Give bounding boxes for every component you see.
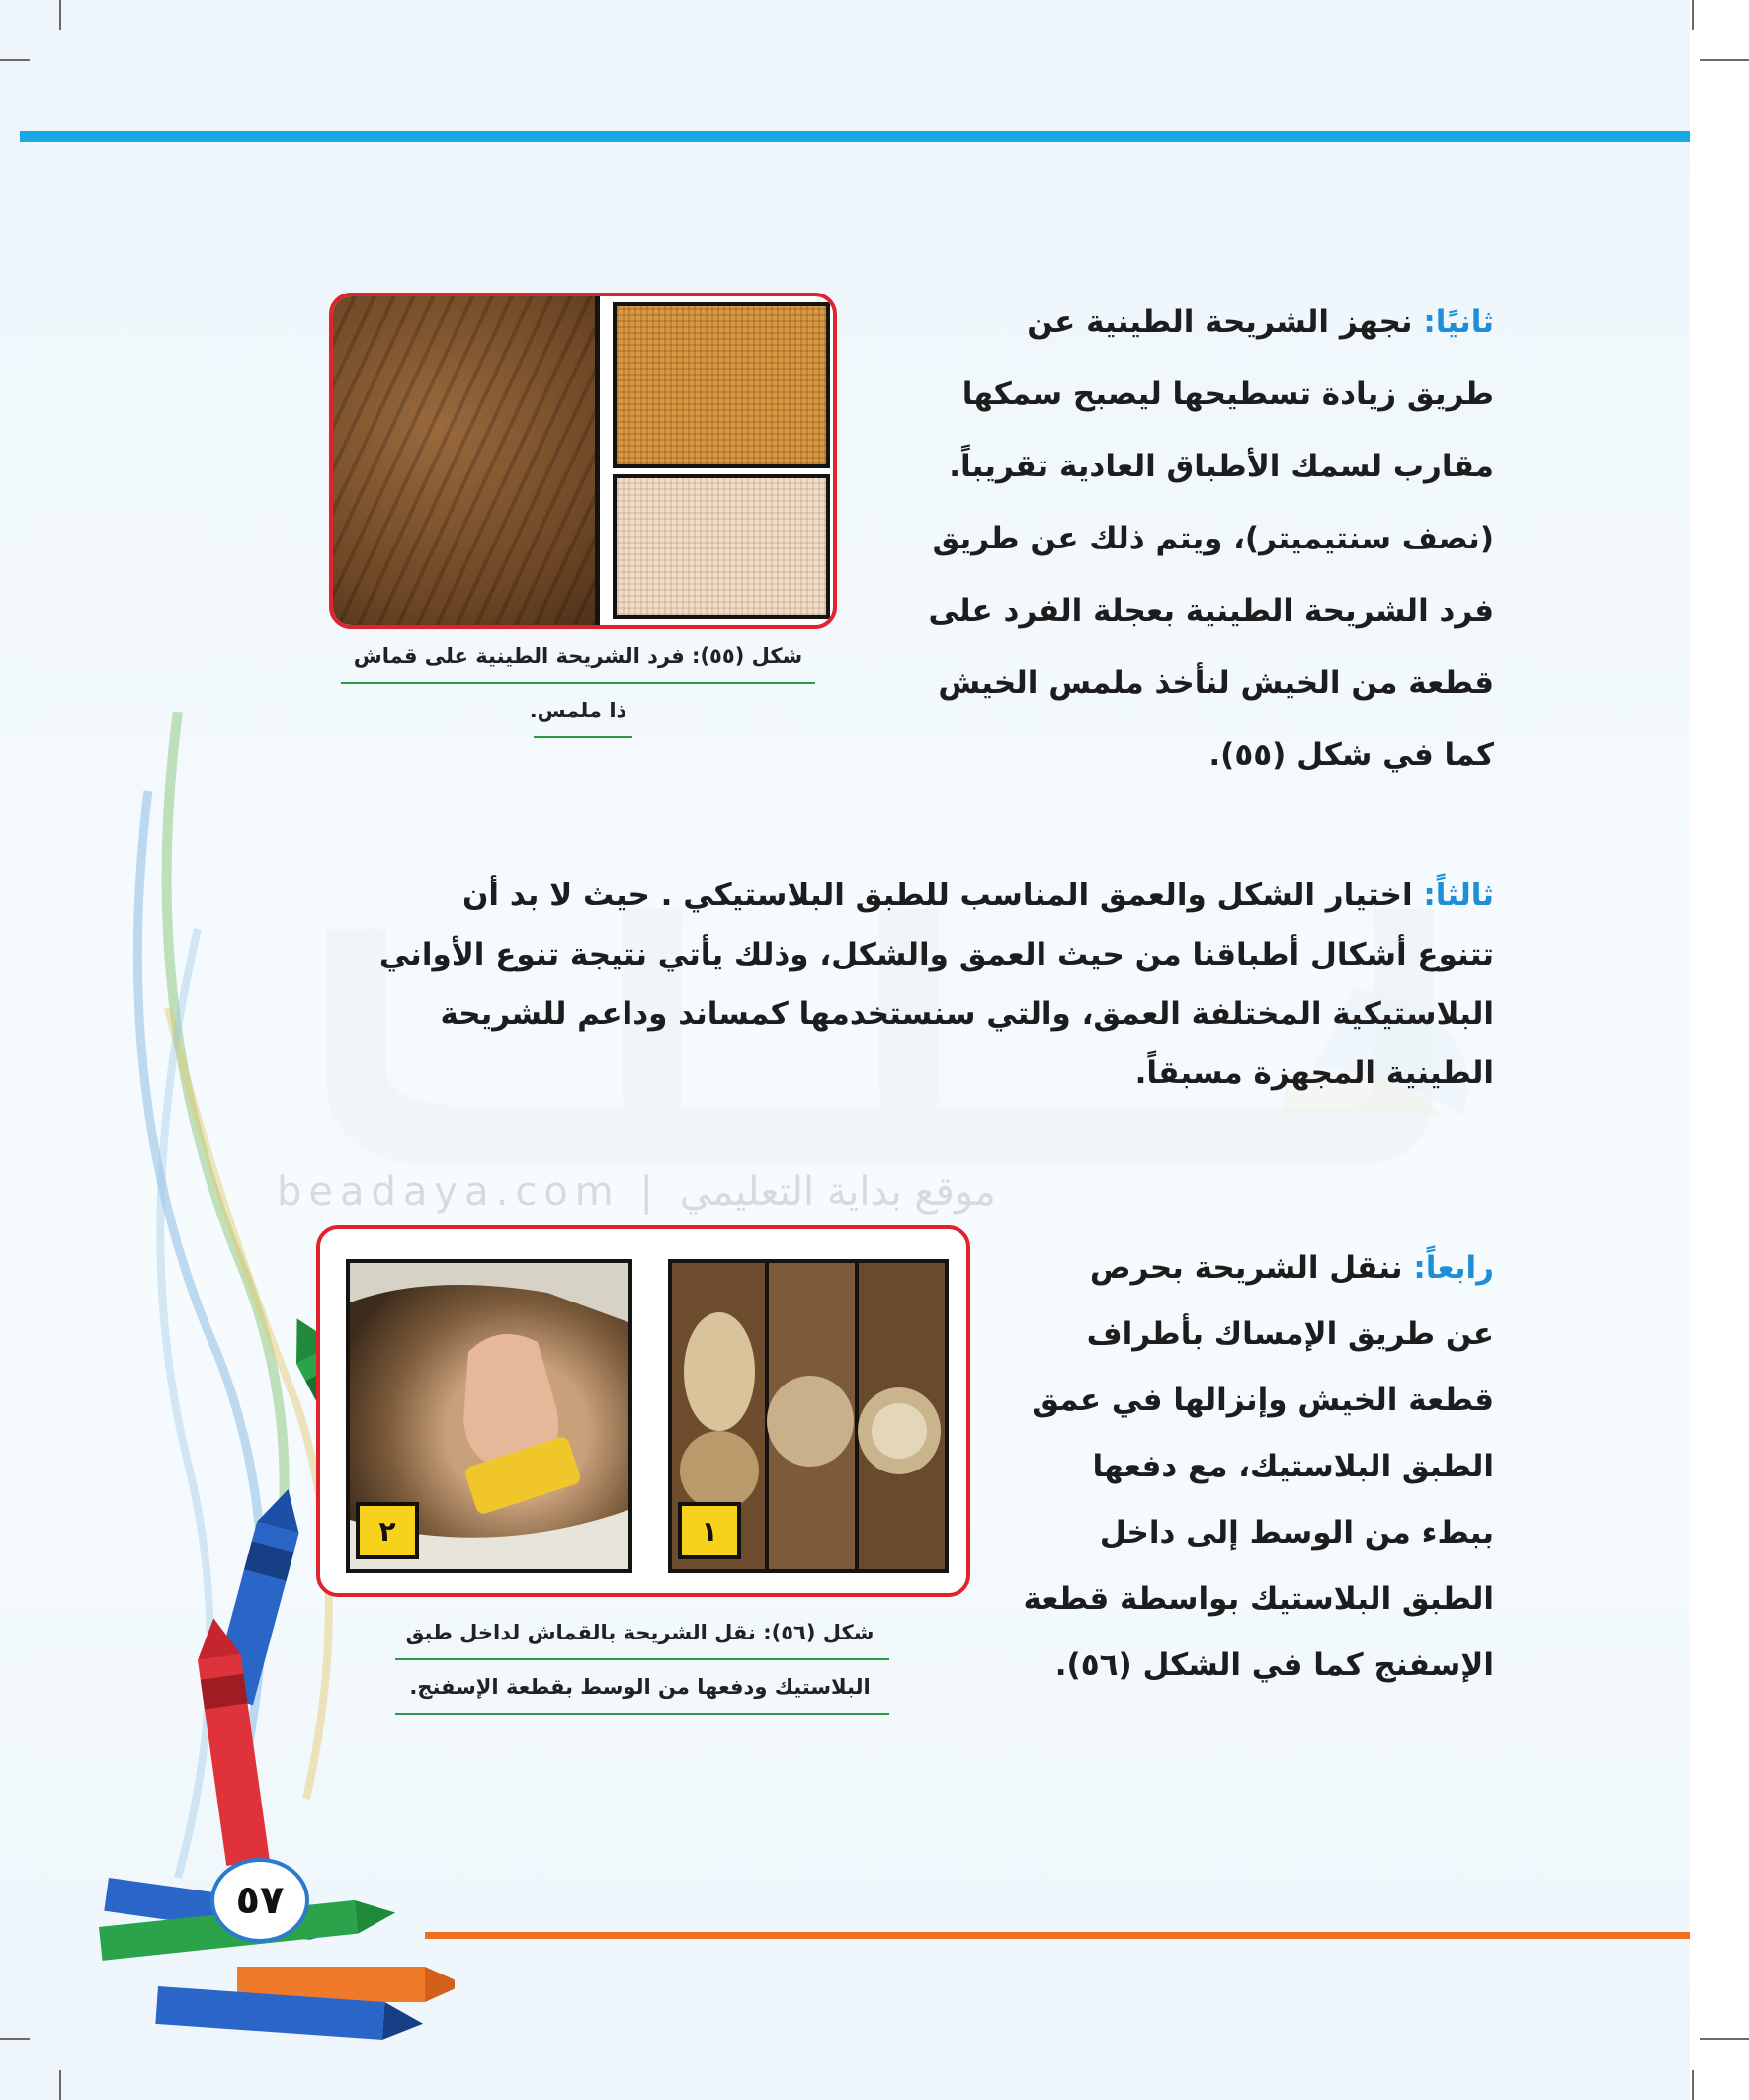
section-two-lead: ثانيًا:	[1423, 304, 1494, 340]
crop-mark	[1700, 2038, 1749, 2040]
figure-56-label-1: ١	[678, 1502, 741, 1559]
figure-56-frame	[316, 1225, 970, 1597]
section-three-line: اختيار الشكل والعمق المناسب للطبق البلاستيكي . حيث لا بد أن	[461, 878, 1413, 913]
section-four-line: الطبق البلاستيك، مع دفعها	[1092, 1449, 1494, 1484]
section-three-line: الطينية المجهزة مسبقاً.	[1134, 1055, 1494, 1091]
caption-underline	[395, 1713, 889, 1715]
section-four-line: قطعة الخيش وإنزالها في عمق	[1032, 1383, 1494, 1418]
crop-mark	[1700, 59, 1749, 61]
section-three-paragraph	[326, 866, 1494, 1103]
crop-mark	[0, 59, 30, 61]
section-four-line: الإسفنج كما في الشكل (٥٦).	[1054, 1647, 1494, 1683]
section-two-line: نجهز الشريحة الطينية عن	[1027, 304, 1413, 340]
caption-underline	[395, 1658, 889, 1660]
figure-56-label-2: ٢	[356, 1502, 419, 1559]
crop-mark	[1692, 2070, 1694, 2100]
bottom-rule	[425, 1932, 1690, 1939]
section-four-line: الطبق البلاستيك بواسطة قطعة	[1023, 1581, 1494, 1617]
figure-55-linen-photo	[613, 474, 830, 619]
top-rule	[20, 131, 1690, 142]
crop-mark	[0, 2038, 30, 2040]
section-four-line: ببطء من الوسط إلى داخل	[1099, 1515, 1494, 1551]
section-four-lead: رابعاً:	[1413, 1250, 1494, 1286]
section-two-line: (نصف سنتيميتر)، ويتم ذلك عن طريق	[932, 521, 1494, 556]
section-two-line: قطعة من الخيش لنأخذ ملمس الخيش	[938, 665, 1494, 701]
caption-underline	[341, 682, 815, 684]
figure-55-caption-line1: شكل (٥٥): فرد الشريحة الطينية على قماش	[353, 644, 803, 668]
figure-55-rough-fabric-photo	[333, 296, 600, 625]
section-two-line: مقارب لسمك الأطباق العادية تقريباً.	[949, 449, 1494, 484]
section-two-line: طريق زيادة تسطيحها ليصبح سمكها	[961, 377, 1494, 412]
section-four-paragraph	[990, 1235, 1494, 1699]
section-four-line: ننقل الشريحة بحرص	[1089, 1250, 1403, 1286]
crop-mark	[59, 0, 61, 30]
figure-55-caption-line2: ذا ملمس.	[529, 699, 627, 722]
figure-56-caption-line1: شكل (٥٦): نقل الشريحة بالقماش لداخل طبق	[405, 1621, 874, 1644]
crop-mark	[59, 2070, 61, 2100]
section-three-lead: ثالثاً:	[1423, 878, 1494, 913]
section-two-paragraph	[870, 287, 1494, 792]
figure-55-burlap-photo	[613, 302, 830, 468]
section-two-line: كما في شكل (٥٥).	[1208, 737, 1494, 773]
figure-55-frame	[329, 293, 837, 629]
page-number: ٥٧	[210, 1858, 309, 1943]
watermark-url: beadaya.com | موقع بداية التعليمي	[277, 1169, 996, 1215]
section-two-line: فرد الشريحة الطينية بعجلة الفرد على	[928, 593, 1494, 629]
section-four-line: عن طريق الإمساك بأطراف	[1086, 1316, 1494, 1352]
crop-mark	[1692, 0, 1694, 30]
page-margin	[1690, 0, 1749, 2100]
figure-56-caption-line2: البلاستيك ودفعها من الوسط بقطعة الإسفنج.	[409, 1675, 871, 1699]
section-three-line: تتنوع أشكال أطباقنا من حيث العمق والشكل، وذلك يأتي نتيجة تنوع الأواني	[378, 937, 1494, 972]
caption-underline	[534, 736, 632, 738]
section-three-line: البلاستيكية المختلفة العمق، والتي سنستخدمها كمساند وداعم للشريحة	[440, 996, 1494, 1032]
